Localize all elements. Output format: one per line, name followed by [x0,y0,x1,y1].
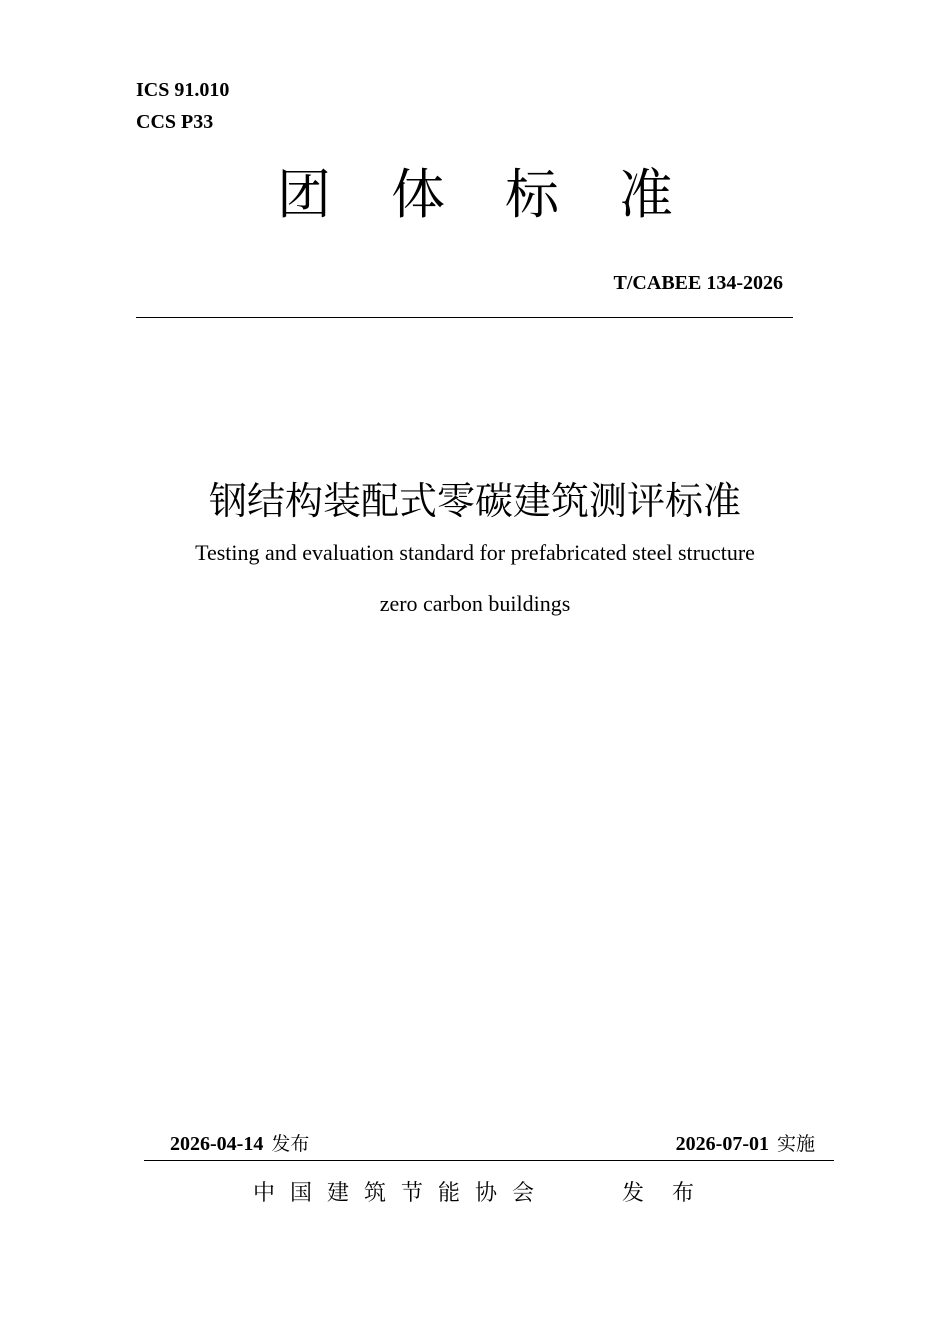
implementation-date: 2026-07-01 [675,1133,769,1155]
document-type-heading: 团体标准 [277,163,733,226]
implementation-label: 实施 [776,1133,815,1155]
implementation-date-row [676,1130,815,1158]
bottom-divider [144,1160,834,1161]
publisher-name: 中国建筑节能协会 [253,1181,550,1206]
chinese-title: 钢结构装配式零碳建筑测评标准 [208,479,741,523]
issue-date: 2026-04-14 [170,1133,264,1155]
top-divider [136,317,793,318]
issue-label: 发布 [271,1133,310,1155]
standard-number: T/CABEE 134-2026 [613,272,783,294]
classification-codes [136,74,229,138]
english-title-line-1: Testing and evaluation standard for prefabricated steel structure [195,540,755,565]
ccs-code: CCS P33 [136,111,214,133]
ics-code: ICS 91.010 [136,79,230,101]
publisher-action: 发布 [622,1181,723,1206]
english-title-line-2: zero carbon buildings [379,591,571,616]
issue-date-row [170,1130,309,1158]
